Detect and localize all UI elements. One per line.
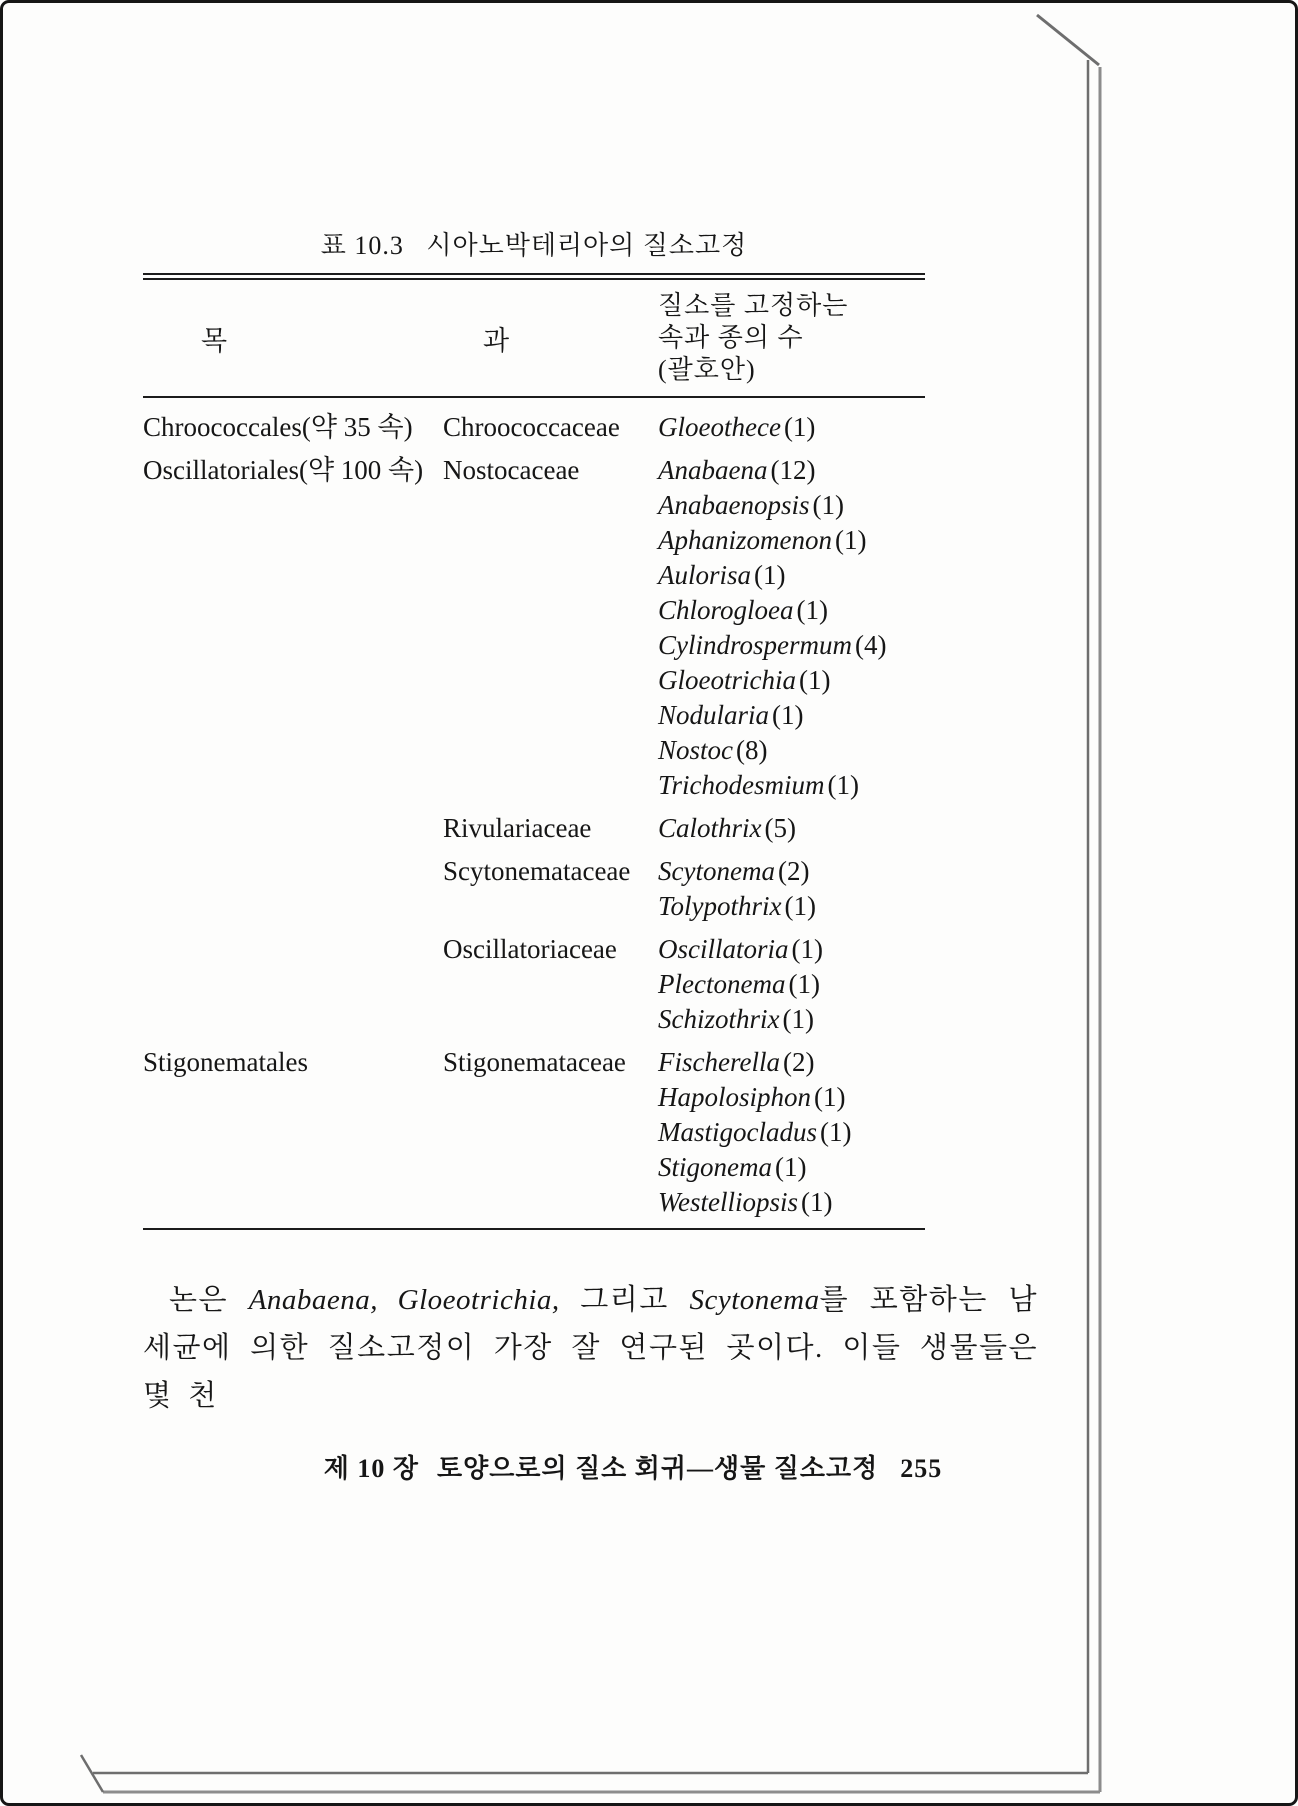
- species-entry: [658, 854, 925, 889]
- species-count: (1): [783, 412, 816, 442]
- species-entry: [658, 1185, 925, 1220]
- species-entry: [658, 698, 925, 733]
- species-count: (1): [827, 770, 859, 800]
- genus-name: Gloeothece: [658, 412, 781, 442]
- genus-name: Tolypothrix: [658, 891, 782, 921]
- species-count: (1): [775, 1152, 807, 1182]
- genus-name: Aulorisa: [658, 560, 752, 590]
- family-cell: Chroococcaceae: [443, 412, 620, 442]
- species-entry: [658, 488, 925, 523]
- species-cell: [658, 854, 925, 924]
- genus-name: Nostoc: [658, 735, 734, 765]
- genus-name: Scytonema: [658, 856, 775, 886]
- genus-name: Chlorogloea: [658, 595, 794, 625]
- order-cell: Stigonematales: [143, 1047, 308, 1077]
- table-body: [143, 398, 925, 1220]
- species-count: (1): [801, 1187, 833, 1217]
- species-count: (1): [814, 1082, 846, 1112]
- species-entry: [658, 1080, 925, 1115]
- species-cell: [658, 410, 925, 445]
- table-family-row: [143, 811, 925, 846]
- genus-name: Gloeotrichia: [658, 665, 796, 695]
- order-cell: [143, 932, 443, 1037]
- footer-title: 토양으로의 질소 회귀—생물 질소고정: [436, 1454, 879, 1483]
- species-entry: [658, 967, 925, 1002]
- species-count: (1): [754, 560, 786, 590]
- species-entry: [658, 1150, 925, 1185]
- species-count: (1): [820, 1117, 852, 1147]
- family-cell: Nostocaceae: [443, 455, 580, 485]
- genus-name: Stigonema: [658, 1152, 772, 1182]
- species-count: (1): [788, 969, 820, 999]
- species-count: (1): [791, 934, 823, 964]
- species-entry: [658, 1115, 925, 1150]
- species-count: (1): [784, 891, 817, 921]
- species-entry: [658, 593, 925, 628]
- page-number: 255: [900, 1454, 943, 1483]
- genus-name: Westelliopsis: [658, 1187, 799, 1217]
- genus-name: Calothrix: [658, 813, 762, 843]
- paragraph-text: 를 포함하는 남세균에 의한 질소고정이 가장 잘 연구된 곳이다. 이들 생물들은 몇 천: [143, 1284, 1038, 1412]
- species-cell: [658, 453, 925, 803]
- genus-name: Fischerella: [658, 1047, 780, 1077]
- species-entry: [658, 410, 925, 445]
- species-count: (1): [834, 525, 867, 555]
- genus-name: Aphanizomenon: [658, 525, 832, 555]
- species-entry: [658, 733, 925, 768]
- species-entry: [658, 523, 925, 558]
- paragraph-text: 그리고: [559, 1284, 690, 1316]
- genus-name: Oscillatoria: [658, 934, 789, 964]
- species-entry: [658, 1002, 925, 1037]
- species-count: (1): [812, 490, 844, 520]
- species-entry: [658, 628, 925, 663]
- species-entry: [658, 932, 925, 967]
- footer-chapter: 제 10 장: [323, 1454, 419, 1483]
- cyanobacteria-table: [143, 229, 925, 1230]
- table-bottom-rule: [143, 1228, 925, 1230]
- family-cell: Rivulariaceae: [443, 813, 592, 843]
- header-family: 과: [483, 325, 510, 356]
- genus-name: Anabaenopsis: [658, 490, 810, 520]
- table-family-row: [143, 1045, 925, 1220]
- genus-name: Hapolosiphon: [658, 1082, 812, 1112]
- genus-name: Trichodesmium: [658, 770, 825, 800]
- order-cell: Oscillatoriales(약 100 속): [143, 455, 424, 485]
- species-entry: [658, 811, 925, 846]
- species-entry: [658, 558, 925, 593]
- species-count: (12): [770, 455, 816, 485]
- table-title: 표 10.3 시아노박테리아의 질소고정: [320, 231, 748, 260]
- table-family-row: [143, 932, 925, 1037]
- species-count: (8): [736, 735, 768, 765]
- genus-name-inline: Anabaena, Gloeotrichia,: [248, 1284, 560, 1316]
- species-cell: [658, 1045, 925, 1220]
- genus-name-inline: Scytonema: [689, 1284, 820, 1316]
- order-cell: Chroococcales(약 35 속): [143, 412, 413, 442]
- species-entry: [658, 1045, 925, 1080]
- paragraph-text: 논은: [169, 1284, 249, 1316]
- genus-name: Mastigocladus: [658, 1117, 817, 1147]
- table-family-row: [143, 854, 925, 924]
- species-entry: [658, 889, 925, 924]
- genus-name: Nodularia: [658, 700, 770, 730]
- genus-name: Anabaena: [658, 455, 768, 485]
- page-content: [143, 229, 1043, 1485]
- table-family-row: [143, 410, 925, 445]
- species-count: (1): [782, 1004, 814, 1034]
- page-footer: [143, 1448, 1043, 1485]
- table-family-row: [143, 453, 925, 803]
- genus-name: Plectonema: [658, 969, 786, 999]
- table-top-rule: [143, 273, 925, 280]
- species-count: (1): [772, 700, 804, 730]
- species-entry: [658, 768, 925, 803]
- genus-name: Schizothrix: [658, 1004, 780, 1034]
- species-cell: [658, 811, 925, 846]
- family-cell: Stigonemataceae: [443, 1047, 626, 1077]
- header-count: [658, 290, 925, 386]
- body-paragraph: [143, 1276, 1038, 1420]
- species-count: (1): [796, 595, 828, 625]
- order-cell: [143, 854, 443, 924]
- family-cell: Oscillatoriaceae: [443, 934, 617, 964]
- family-cell: Scytonemataceae: [443, 856, 631, 886]
- species-entry: [658, 663, 925, 698]
- header-count-line-1: 질소를 고정하는: [658, 291, 849, 320]
- header-count-line-2: 속과 종의 수: [658, 323, 804, 352]
- species-count: (4): [855, 630, 887, 660]
- species-entry: [658, 453, 925, 488]
- order-cell: [143, 811, 443, 846]
- species-cell: [658, 932, 925, 1037]
- species-count: (2): [777, 856, 810, 886]
- table-header-row: [143, 280, 925, 396]
- species-count: (1): [798, 665, 831, 695]
- header-count-line-3: (괄호안): [658, 355, 756, 384]
- species-count: (5): [764, 813, 796, 843]
- genus-name: Cylindrospermum: [658, 630, 852, 660]
- header-order: 목: [201, 325, 228, 356]
- species-count: (2): [782, 1047, 815, 1077]
